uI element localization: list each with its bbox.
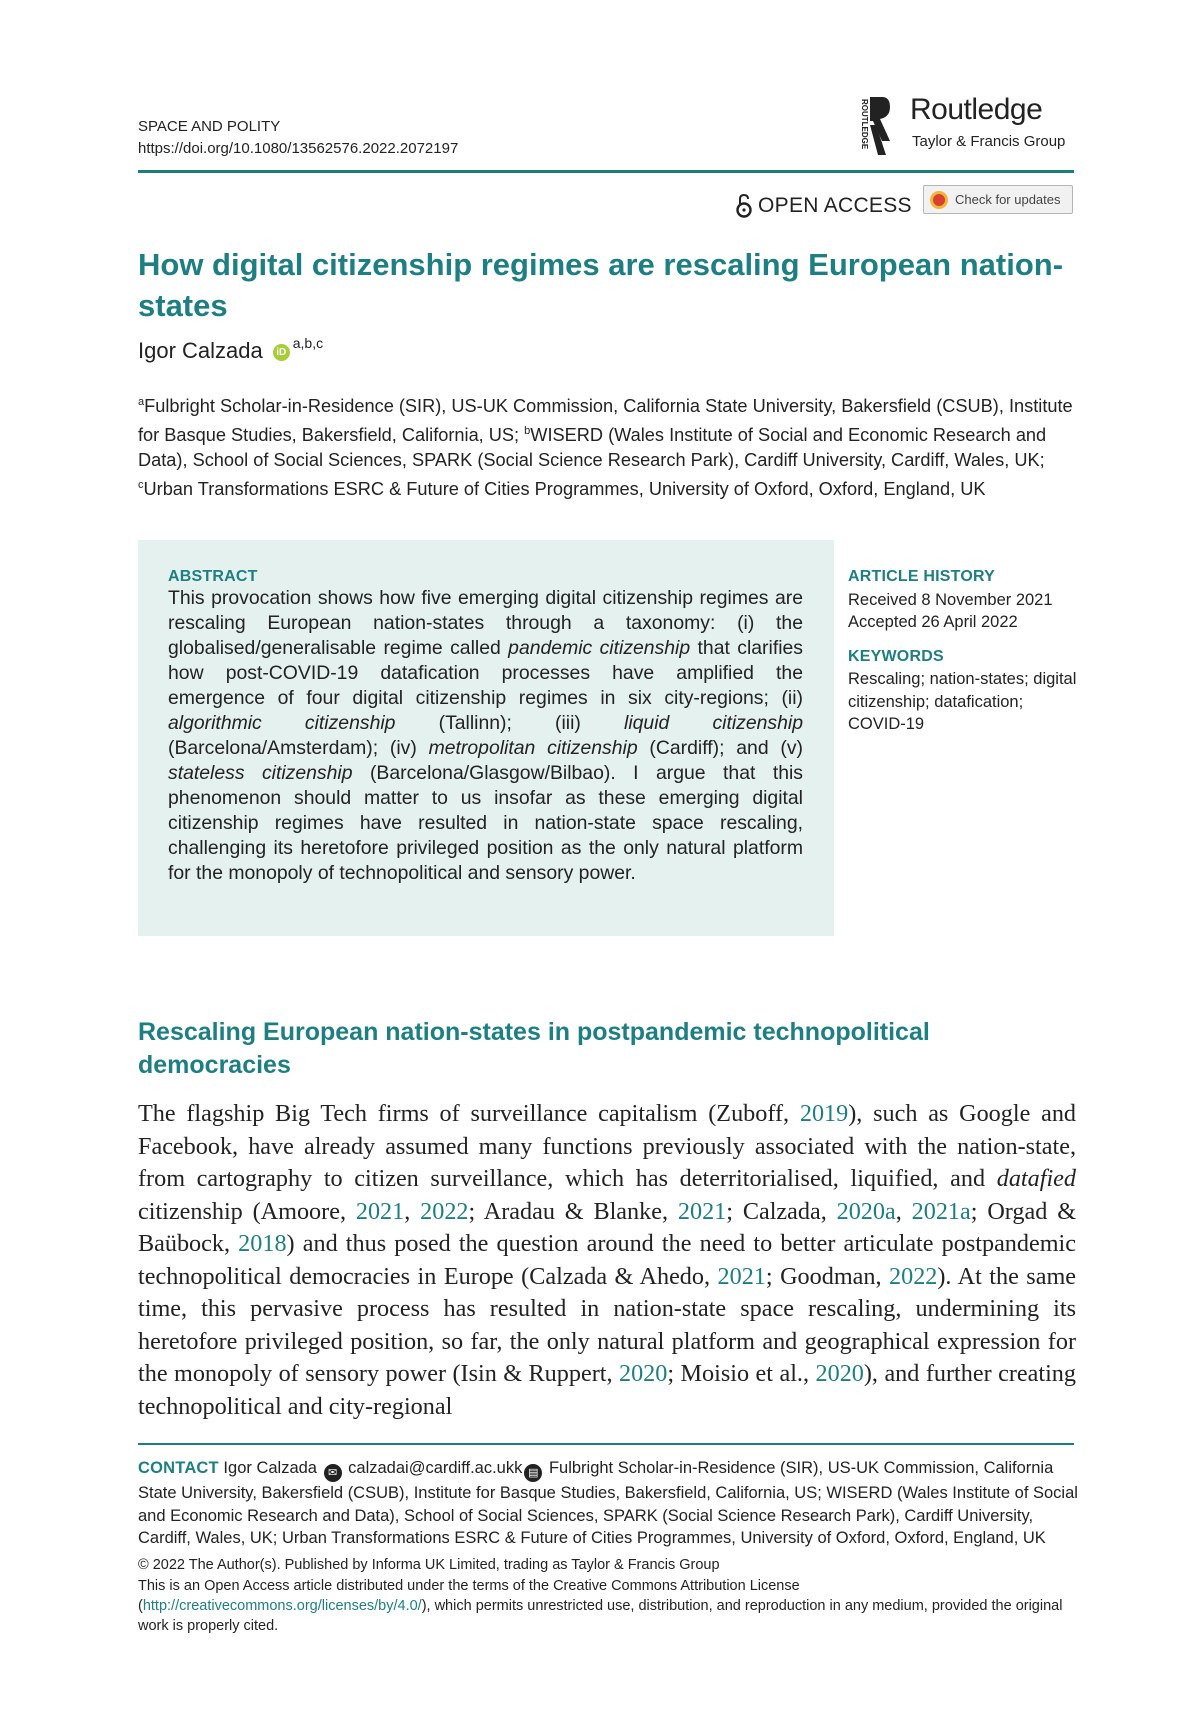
abstract-italic: algorithmic citizenship: [168, 712, 396, 734]
journal-header: [138, 116, 458, 160]
body-span: ; Moisio et al.,: [667, 1360, 816, 1387]
publisher-logo: [856, 93, 1076, 157]
article-title: How digital citizenship regimes are rescaling European nation-states: [138, 247, 1064, 323]
body-span: ; Calzada,: [726, 1197, 837, 1225]
contact-name: Igor Calzada: [218, 1459, 322, 1477]
body-span: ; Aradau & Blanke,: [468, 1197, 678, 1225]
body-span: ), and further creating technopolitical and city-regional: [138, 1360, 1076, 1420]
body-span: ,: [895, 1197, 912, 1225]
journal-name: SPACE AND POLITY: [138, 118, 281, 135]
crossmark-icon: [930, 191, 948, 209]
section-heading: Rescaling European nation-states in postpandemic technopolitical democracies: [138, 1018, 930, 1079]
abstract-italic: stateless citizenship: [168, 762, 353, 784]
received-date: Received 8 November 2021: [848, 590, 1053, 609]
citation-link[interactable]: 2020a: [836, 1197, 896, 1225]
abstract-italic: liquid citizenship: [624, 712, 803, 734]
license-span: ), which permits unrestricted use, distribution, and reproduction in any medium, provided the original work is properly cited.: [138, 1598, 1063, 1634]
license-text: [138, 1576, 1078, 1636]
citation-link[interactable]: 2020: [618, 1360, 668, 1387]
orcid-icon[interactable]: iD: [273, 344, 290, 361]
affiliation-text: Fulbright Scholar-in-Residence (SIR), US-UK Commission, California State University, Bakersfield (CSUB), Institute for Basque Studies, Bakersfield, California, US;: [138, 396, 1073, 446]
abstract-span: (Cardiff); and (v): [637, 737, 803, 759]
open-access-label: OPEN ACCESS: [758, 194, 912, 217]
publisher-name: Routledge: [910, 93, 1043, 126]
author-affiliation-marks: a,b,c: [292, 335, 324, 351]
citation-link[interactable]: 2019: [799, 1100, 849, 1127]
affiliations: [138, 390, 1078, 502]
affil-mark: b: [524, 425, 531, 438]
abstract-box: [138, 540, 834, 936]
abstract-italic: metropolitan citizenship: [428, 737, 638, 759]
citation-link[interactable]: 2021a: [911, 1197, 971, 1225]
body-italic: datafied: [996, 1165, 1076, 1192]
body-span: ; Orgad & Baübock,: [138, 1197, 1077, 1257]
affiliation-text: Urban Transformations ESRC & Future of Cities Programmes, University of Oxford, Oxford, England, UK: [143, 479, 986, 500]
abstract-span: This provocation shows how five emerging digital citizenship regimes are rescaling European nation-states through a taxonomy: (i) the globalised/generalisable regime called: [168, 587, 803, 659]
affil-mark: a: [138, 396, 145, 408]
body-span: citizenship (Amoore,: [138, 1197, 356, 1225]
author-line: [138, 335, 324, 364]
check-updates-label: Check for updates: [955, 192, 1061, 207]
body-span: ), such as Google and Facebook, have already assumed many functions previously associated with the nation-state, from cartography to citizen surveillance, which has deterritorialised, liquified, and: [138, 1100, 1077, 1192]
body-span: ,: [404, 1197, 421, 1225]
open-access-badge: [736, 192, 912, 220]
author-name: Igor Calzada: [138, 338, 263, 363]
affil-mark: c: [138, 479, 144, 492]
header-rule: [138, 170, 1074, 173]
citation-link[interactable]: 2020: [815, 1360, 864, 1387]
abstract-span: (Barcelona/Amsterdam); (iv): [168, 737, 429, 759]
check-updates-button[interactable]: [923, 185, 1073, 214]
article-sidebar: [848, 566, 1078, 736]
license-link[interactable]: http://creativecommons.org/licenses/by/4.0/: [142, 1598, 422, 1614]
logo-vertical-text: ROUTLEDGE: [860, 99, 869, 150]
copyright-line: © 2022 The Author(s). Published by Informa UK Limited, trading as Taylor & Francis Group: [138, 1557, 720, 1573]
citation-link[interactable]: 2022: [420, 1197, 469, 1225]
contact-heading: CONTACT: [138, 1459, 219, 1477]
keywords-heading: KEYWORDS: [848, 647, 944, 665]
body-span: ). At the same time, this pervasive process has resulted in nation-state space rescaling, undermining its heretofore privileged position, so far, the only natural platform and geographical expression for the monopoly of sensory power (Isin & Ruppert,: [138, 1262, 1076, 1387]
body-span: ; Goodman,: [765, 1262, 889, 1290]
body-span: The flagship Big Tech firms of surveillance capitalism (Zuboff,: [138, 1100, 800, 1127]
contact-block: [138, 1457, 1078, 1550]
doi-link[interactable]: https://doi.org/10.1080/13562576.2022.2072197: [138, 140, 459, 157]
affiliation-text: WISERD (Wales Institute of Social and Economic Research and Data), School of Social Sciences, SPARK (Social Science Research Park), Cardiff University, Cardiff, Wales, UK;: [138, 425, 1047, 471]
citation-link[interactable]: 2018: [238, 1230, 287, 1257]
open-lock-icon: [736, 193, 752, 219]
contact-address: Fulbright Scholar-in-Residence (SIR), US-UK Commission, California State University, Bakersfield (CSUB), Institute for Basque Studies, Bakersfield, California, US; WISERD (Wales Institute of Social and Economic Research and Data), School of Social Sciences, SPARK (Social Science Research Park), Cardiff University, Cardiff, Wales, UK; Urban Transformations ESRC & Future of Cities Programmes, University of Oxford, Oxford, England, UK: [138, 1459, 1078, 1548]
contact-email[interactable]: calzadai@cardiff.ac.ukk: [343, 1459, 523, 1477]
abstract-text: [168, 586, 803, 886]
publisher-subtitle: Taylor & Francis Group: [912, 133, 1066, 150]
abstract-span: (Barcelona/Glasgow/Bilbao). I argue that this phenomenon should matter to us insofar as these emerging digital citizenship regimes have resulted in nation-state space rescaling, challenging its heretofore privileged position as the only natural platform for the monopoly of technopolitical and sensory power.: [168, 762, 803, 884]
body-span: ) and thus posed the question around the need to better articulate postpandemic technopolitical democracies in Europe (Calzada & Ahedo,: [138, 1230, 1076, 1290]
address-icon: ▤: [524, 1464, 542, 1482]
footer-rule: [138, 1443, 1074, 1445]
email-icon: ✉: [324, 1464, 342, 1482]
keywords-text: Rescaling; nation-states; digital citizenship; datafication; COVID-19: [848, 670, 1077, 733]
history-heading: ARTICLE HISTORY: [848, 568, 996, 585]
body-paragraph: [138, 1098, 1076, 1423]
citation-link[interactable]: 2021: [677, 1197, 727, 1225]
abstract-span: that clarifies how post-COVID-19 datafication processes have amplified the emergence of four digital citizenship regimes in six city-regions; (ii): [168, 637, 803, 709]
abstract-heading: ABSTRACT: [168, 568, 258, 585]
citation-link[interactable]: 2021: [717, 1262, 766, 1290]
accepted-date: Accepted 26 April 2022: [848, 613, 1018, 631]
abstract-span: (Tallinn); (iii): [395, 712, 625, 734]
citation-link[interactable]: 2022: [889, 1262, 938, 1290]
routledge-logo-icon: [856, 95, 890, 157]
abstract-italic: pandemic citizenship: [508, 637, 691, 659]
license-span: This is an Open Access article distributed under the terms of the Creative Commons Attribution License (: [138, 1578, 800, 1614]
citation-link[interactable]: 2021: [355, 1197, 405, 1225]
